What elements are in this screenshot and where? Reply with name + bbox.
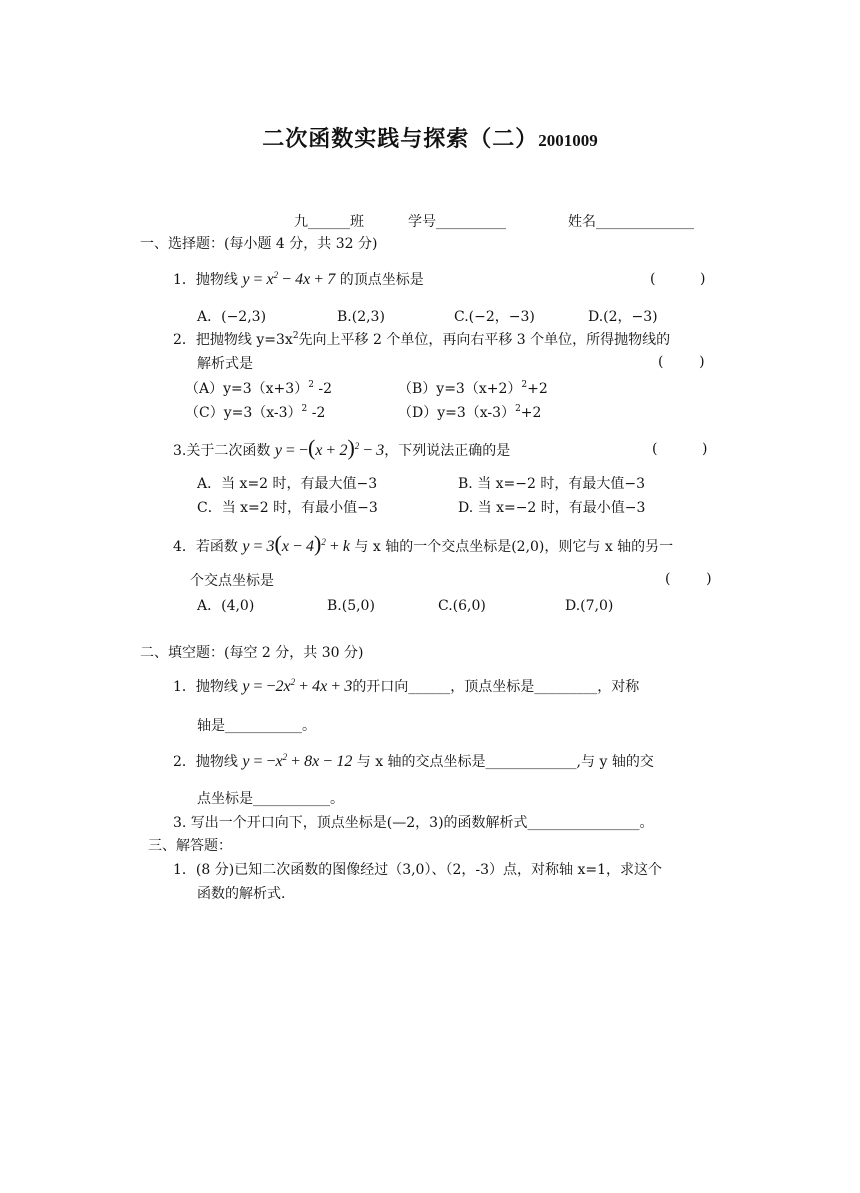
q4-answer-bracket: ( ) [665, 571, 712, 587]
q2-option-b-text: （B）y=3（x+2） [398, 381, 522, 397]
q4-stem-line2: 个交点坐标是 [190, 573, 274, 589]
student-name-field: 姓名______________ [568, 214, 694, 230]
q2-option-a-text: （A）y=3（x+3） [185, 381, 309, 397]
q1-option-a: A．(−2,3) [197, 309, 267, 325]
page-title [0, 122, 860, 153]
q1-answer-bracket: ( ) [650, 271, 706, 287]
q2-option-a-rest: -2 [313, 381, 333, 397]
q2-option-d-text: （D）y=3（x-3） [398, 405, 516, 421]
student-number-field: 学号__________ [408, 214, 506, 230]
fill-q2-line1 [173, 752, 654, 772]
title-code: 2001009 [538, 131, 598, 150]
q4-formula: $y = 3(x - 4)^2 + k$ [242, 531, 350, 556]
q2-stem-line1 [173, 330, 670, 350]
q3-suffix: ，下列说法正确的是 [384, 443, 511, 459]
section2-heading: 二、填空题：(每空 2 分，共 30 分) [140, 645, 364, 661]
q2-option-b-rest: +2 [527, 381, 548, 397]
q1-suffix: 的顶点坐标是 [339, 272, 424, 288]
q4-option-c: C.(6,0) [438, 598, 486, 614]
q2-option-d-sup: 2 [515, 404, 521, 414]
q1-option-c: C.(−2，−3) [454, 309, 535, 325]
answer-q1-line1: 1．(8 分)已知二次函数的图像经过（3,0）、（2，-3）点，对称轴 x=1，求这个 [173, 862, 662, 878]
q2-option-b [398, 379, 548, 399]
q2-option-d-rest: +2 [520, 405, 542, 421]
q3-option-c: C．当 x=2 时，有最小值−3 [197, 500, 378, 516]
q2-option-d [398, 403, 541, 423]
section1-heading: 一、选择题：(每小题 4 分，共 32 分) [140, 236, 378, 252]
q1-option-b: B.(2,3) [337, 309, 385, 325]
fill-q1-prefix: 1．抛物线 [173, 679, 238, 695]
q2-option-a [185, 379, 332, 399]
q2-option-b-sup: 2 [521, 380, 528, 390]
q1-prefix: 1．抛物线 [173, 272, 238, 288]
q3-answer-bracket: ( ) [652, 441, 708, 457]
fill-q1-suffix: 的开口向______，顶点坐标是_________，对称 [352, 679, 640, 695]
q2-line1-rest: 先向上平移 2 个单位，再向右平移 3 个单位，所得抛物线的 [298, 332, 671, 348]
fill-q1-line2: 轴是___________。 [197, 718, 316, 734]
fill-q2-prefix: 2．抛物线 [173, 754, 238, 770]
fill-q1-line1 [173, 677, 639, 697]
answer-q1-line2: 函数的解析式. [197, 886, 286, 902]
q4-option-a: A．(4,0) [197, 598, 255, 614]
q2-option-c-sup: 2 [301, 404, 308, 414]
fill-q2-formula: $y = -x^2 + 8x - 12$ [242, 752, 353, 770]
q2-stem-line2: 解析式是 [197, 356, 253, 372]
fill-q1-formula: $y = -2x^2 + 4x + 3$ [242, 677, 353, 695]
q2-answer-bracket: ( ) [658, 354, 705, 370]
q3-option-d: D. 当 x=−2 时，有最小值−3 [458, 500, 646, 516]
q4-suffix: 与 x 轴的一个交点坐标是(2,0)，则它与 x 轴的另一 [354, 539, 674, 555]
q4-option-d: D.(7,0) [565, 598, 614, 614]
q4-stem-line1 [173, 531, 674, 557]
q3-stem [173, 435, 511, 461]
q2-option-c [185, 403, 325, 423]
q1-option-d: D.(2，−3) [588, 309, 658, 325]
fill-q2-line2: 点坐标是___________。 [197, 791, 344, 807]
fill-q3: 3. 写出一个开口向下，顶点坐标是(—2，3)的函数解析式________________。 [173, 815, 654, 831]
q2-option-c-text: （C）y=3（x-3） [185, 405, 302, 421]
section3-heading: 三、解答题： [148, 838, 232, 854]
q2-line1-start: 2．把抛物线 y=3x [173, 332, 293, 348]
q2-line1-sup: 2 [292, 331, 299, 341]
q1-formula: $y = x^2 - 4x + 7$ [242, 270, 336, 288]
q2-option-c-rest: -2 [307, 405, 326, 421]
title-text: 二次函数实践与探索（二） [262, 127, 539, 152]
q4-prefix: 4．若函数 [173, 539, 238, 555]
q4-option-b: B.(5,0) [327, 598, 375, 614]
q3-option-a: A．当 x=2 时，有最大值−3 [197, 476, 378, 492]
q3-prefix: 3.关于二次函数 [173, 443, 271, 459]
q3-option-b: B. 当 x=−2 时，有最大值−3 [458, 476, 645, 492]
q3-formula: $y = -(x + 2)^2 - 3$ [274, 435, 385, 460]
fill-q2-suffix: 与 x 轴的交点坐标是_____________,与 y 轴的交 [356, 754, 654, 770]
q2-option-a-sup: 2 [308, 380, 314, 390]
q1-stem [173, 270, 424, 290]
class-field: 九______班 [294, 214, 364, 230]
